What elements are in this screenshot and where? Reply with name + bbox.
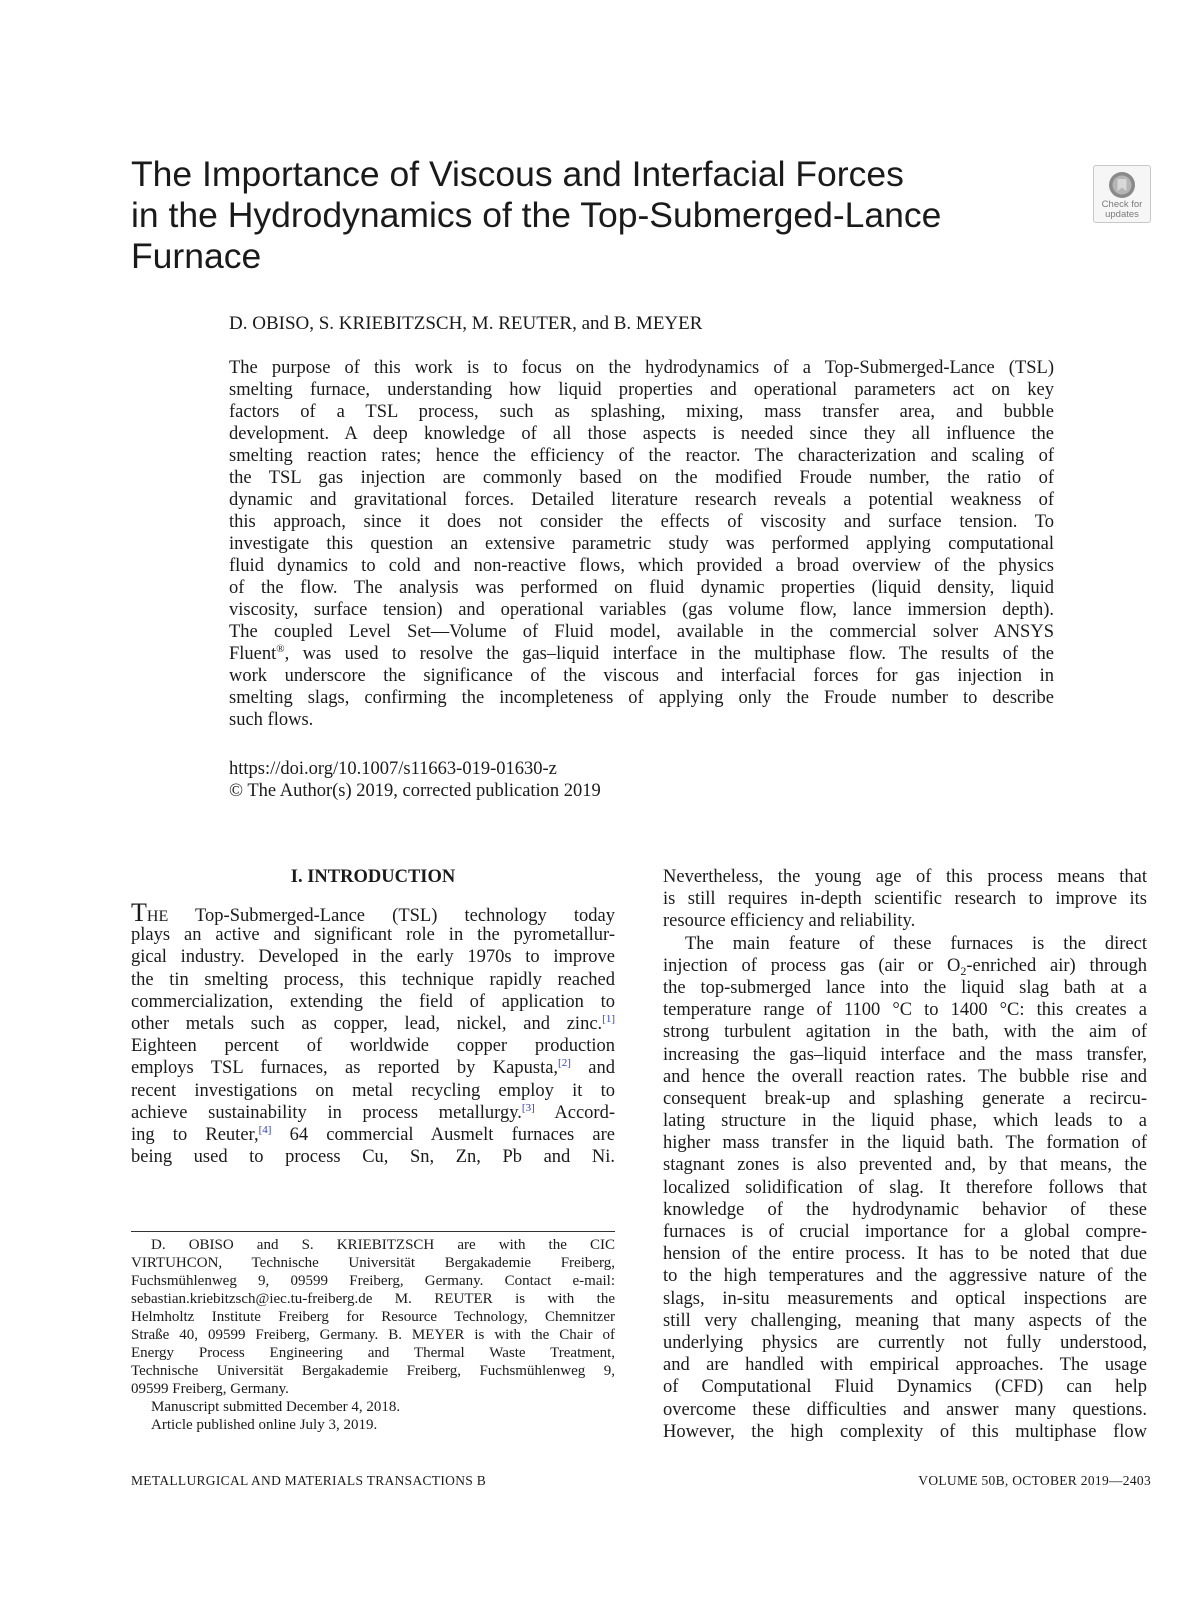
abstract-line: such flows. bbox=[229, 710, 314, 730]
body-line: Eighteen percent of worldwide copper production bbox=[131, 1036, 615, 1057]
abstract-line: viscosity, surface tension) and operational variables (gas volume flow, lance immersion depth). bbox=[229, 600, 1054, 620]
left-column bbox=[131, 898, 615, 1168]
footnote-line: 09599 Freiberg, Germany. bbox=[131, 1381, 289, 1397]
body-line: higher mass transfer in the liquid bath. The formation of bbox=[663, 1133, 1147, 1154]
body-line bbox=[663, 955, 1147, 977]
body-line: the tin smelting process, this technique rapidly reached bbox=[131, 969, 615, 990]
body-text: achieve sustainability in process metallurgy. bbox=[131, 1102, 522, 1123]
footnote-line: Technische Universität Bergakademie Freiberg, Fuchsmühlenweg 9, bbox=[131, 1363, 615, 1379]
body-line: temperature range of 1100 °C to 1400 °C: this creates a bbox=[663, 1000, 1147, 1021]
citation-link[interactable]: [3] bbox=[521, 1101, 535, 1114]
abstract-line: The coupled Level Set—Volume of Fluid model, available in the commercial solver ANSYS bbox=[229, 622, 1054, 642]
abstract-line-rest: , was used to resolve the gas–liquid interface in the multiphase flow. The results of the bbox=[284, 644, 1054, 664]
journal-name-footer: METALLURGICAL AND MATERIALS TRANSACTIONS B bbox=[131, 1473, 487, 1488]
article-title bbox=[131, 154, 1011, 277]
title-line: in the Hydrodynamics of the Top-Submerged-Lance bbox=[131, 195, 942, 235]
body-line: consequent break-up and splashing generate a recircu- bbox=[663, 1088, 1147, 1109]
abstract-line: of the flow. The analysis was performed on fluid dynamic properties (liquid density, liquid bbox=[229, 578, 1054, 598]
body-line: and are handled with empirical approaches. The usage bbox=[663, 1355, 1147, 1376]
registered-mark: ® bbox=[276, 643, 285, 655]
body-line bbox=[131, 1102, 615, 1124]
body-line: strong turbulent agitation in the bath, with the aim of bbox=[663, 1022, 1147, 1043]
body-line: still very challenging, meaning that many aspects of the bbox=[663, 1310, 1147, 1331]
body-line: slags, in-situ measurements and optical inspections are bbox=[663, 1288, 1147, 1309]
body-text: Top-Submerged-Lance (TSL) technology today bbox=[168, 906, 615, 926]
citation-link[interactable]: [4] bbox=[258, 1123, 272, 1136]
small-caps-word: HE bbox=[146, 908, 169, 925]
body-line: lating structure in the liquid phase, which leads to a bbox=[663, 1111, 1147, 1132]
copyright-notice: © The Author(s) 2019, corrected publication 2019 bbox=[229, 781, 601, 801]
abstract-line: the TSL gas injection are commonly based on the modified Froude number, the ratio of bbox=[229, 468, 1054, 488]
body-line: the top-submerged lance into the liquid slag bath at a bbox=[663, 977, 1147, 998]
body-line: to the high temperatures and the aggressive nature of the bbox=[663, 1266, 1147, 1287]
badge-label-line2: updates bbox=[1105, 209, 1139, 220]
body-text: and bbox=[570, 1058, 615, 1079]
body-line: overcome these difficulties and answer many questions. bbox=[663, 1399, 1147, 1420]
abstract bbox=[229, 357, 1054, 731]
body-line: underlying physics are currently not fully understood, bbox=[663, 1332, 1147, 1353]
body-line: and hence the overall reaction rates. The bubble rise and bbox=[663, 1066, 1147, 1087]
abstract-line: The purpose of this work is to focus on the hydrodynamics of a Top-Submerged-Lance (TSL) bbox=[229, 358, 1054, 378]
body-line: increasing the gas–liquid interface and the mass transfer, bbox=[663, 1044, 1147, 1065]
body-line: hension of the entire process. It has to be noted that due bbox=[663, 1244, 1147, 1265]
body-line: resource efficiency and reliability. bbox=[663, 911, 916, 932]
body-text: employs TSL furnaces, as reported by Kapusta, bbox=[131, 1058, 559, 1079]
submission-date: Manuscript submitted December 4, 2018. bbox=[151, 1399, 401, 1415]
check-for-updates-badge[interactable] bbox=[1093, 165, 1151, 223]
footnote-line: Energy Process Engineering and Thermal Waste Treatment, bbox=[131, 1345, 615, 1361]
body-text: ing to Reuter, bbox=[131, 1124, 259, 1145]
body-line: localized solidification of slag. It therefore follows that bbox=[663, 1177, 1147, 1198]
body-line: stagnant zones is also prevented and, by that means, the bbox=[663, 1155, 1147, 1176]
body-line: being used to process Cu, Sn, Zn, Pb and Ni. bbox=[131, 1147, 615, 1168]
footnote-line: Fuchsmühlenweg 9, 09599 Freiberg, Germany. Contact e-mail: bbox=[131, 1273, 615, 1289]
abstract-line: smelting furnace, understanding how liquid properties and operational parameters act on key bbox=[229, 380, 1054, 400]
footnote-line: D. OBISO and S. KRIEBITZSCH are with the CIC bbox=[151, 1237, 615, 1253]
abstract-line: investigate this question an extensive parametric study was performed applying computational bbox=[229, 534, 1054, 554]
abstract-line: this approach, since it does not consider the effects of viscosity and surface tension. To bbox=[229, 512, 1054, 532]
body-line bbox=[131, 1124, 615, 1146]
footnote-line: VIRTUHCON, Technische Universität Bergakademie Freiberg, bbox=[131, 1255, 615, 1271]
body-line: of Computational Fluid Dynamics (CFD) can help bbox=[663, 1377, 1147, 1398]
body-line: is still requires in-depth scientific research to improve its bbox=[663, 889, 1147, 910]
body-line bbox=[131, 898, 615, 927]
badge-label-line1: Check for bbox=[1101, 199, 1143, 210]
body-line: commercialization, extending the field of application to bbox=[131, 991, 615, 1012]
body-line: Nevertheless, the young age of this process means that bbox=[663, 867, 1147, 887]
body-line: furnaces is of crucial importance for a global compre- bbox=[663, 1222, 1147, 1242]
body-line: plays an active and significant role in the pyrometallur- bbox=[131, 925, 615, 946]
author-affiliation-footnote bbox=[131, 1236, 615, 1434]
abstract-line bbox=[229, 643, 1054, 665]
abstract-line: work underscore the significance of the viscous and interfacial forces for gas injection in bbox=[229, 666, 1054, 686]
footnote-line: sebastian.kriebitzsch@iec.tu-freiberg.de M. REUTER is with the bbox=[131, 1291, 615, 1307]
abstract-line: dynamic and gravitational forces. Detailed literature research reveals a potential weakness of bbox=[229, 490, 1054, 510]
drop-cap: T bbox=[131, 898, 147, 927]
abstract-line: smelting reaction rates; hence the efficiency of the reactor. The characterization and scaling of bbox=[229, 446, 1054, 466]
body-line: gical industry. Developed in the early 1970s to improve bbox=[131, 947, 615, 968]
right-column bbox=[663, 866, 1147, 1443]
body-line: recent investigations on metal recycling employ it to bbox=[131, 1080, 615, 1101]
body-text: Accord- bbox=[534, 1102, 615, 1123]
citation-link[interactable]: [1] bbox=[602, 1012, 615, 1025]
footnote-line: Straße 40, 09599 Freiberg, Germany. B. MEYER is with the Chair of bbox=[131, 1327, 615, 1343]
body-line: knowledge of the hydrodynamic behavior of these bbox=[663, 1199, 1147, 1220]
body-text: 64 commercial Ausmelt furnaces are bbox=[271, 1124, 615, 1145]
author-list: D. OBISO, S. KRIEBITZSCH, M. REUTER, and B. MEYER bbox=[229, 313, 703, 334]
footnote-divider bbox=[131, 1231, 615, 1232]
body-text: -enriched air) through bbox=[966, 955, 1147, 976]
citation-link[interactable]: [2] bbox=[558, 1057, 571, 1070]
doi-link[interactable]: https://doi.org/10.1007/s11663-019-01630-z bbox=[229, 759, 557, 779]
title-line: Furnace bbox=[131, 236, 262, 276]
abstract-line: factors of a TSL process, such as splashing, mixing, mass transfer area, and bubble bbox=[229, 402, 1054, 422]
body-text: injection of process gas (air or O bbox=[663, 955, 961, 976]
footnote-line: Helmholtz Institute Freiberg for Resource Technology, Chemnitzer bbox=[131, 1309, 615, 1325]
abstract-line: fluid dynamics to cold and non-reactive flows, which provided a broad overview of the physics bbox=[229, 556, 1054, 576]
title-line: The Importance of Viscous and Interfacial Forces bbox=[131, 154, 904, 194]
fluent-word: Fluent bbox=[229, 644, 277, 664]
body-line: However, the high complexity of this multiphase flow bbox=[663, 1421, 1147, 1442]
abstract-line: smelting slags, confirming the incompleteness of applying only the Froude number to describe bbox=[229, 688, 1054, 708]
body-line: The main feature of these furnaces is the direct bbox=[685, 933, 1147, 954]
body-line bbox=[131, 1057, 615, 1079]
volume-page-footer: VOLUME 50B, OCTOBER 2019—2403 bbox=[918, 1473, 1151, 1488]
publication-date: Article published online July 3, 2019. bbox=[151, 1417, 378, 1433]
crossmark-icon bbox=[1107, 170, 1137, 200]
section-heading: I. INTRODUCTION bbox=[290, 867, 456, 887]
body-line bbox=[131, 1013, 615, 1035]
body-text: other metals such as copper, lead, nickel, and zinc. bbox=[131, 1013, 603, 1034]
abstract-line: development. A deep knowledge of all those aspects is needed since they all influence the bbox=[229, 424, 1054, 444]
subscript: 2 bbox=[960, 963, 967, 978]
